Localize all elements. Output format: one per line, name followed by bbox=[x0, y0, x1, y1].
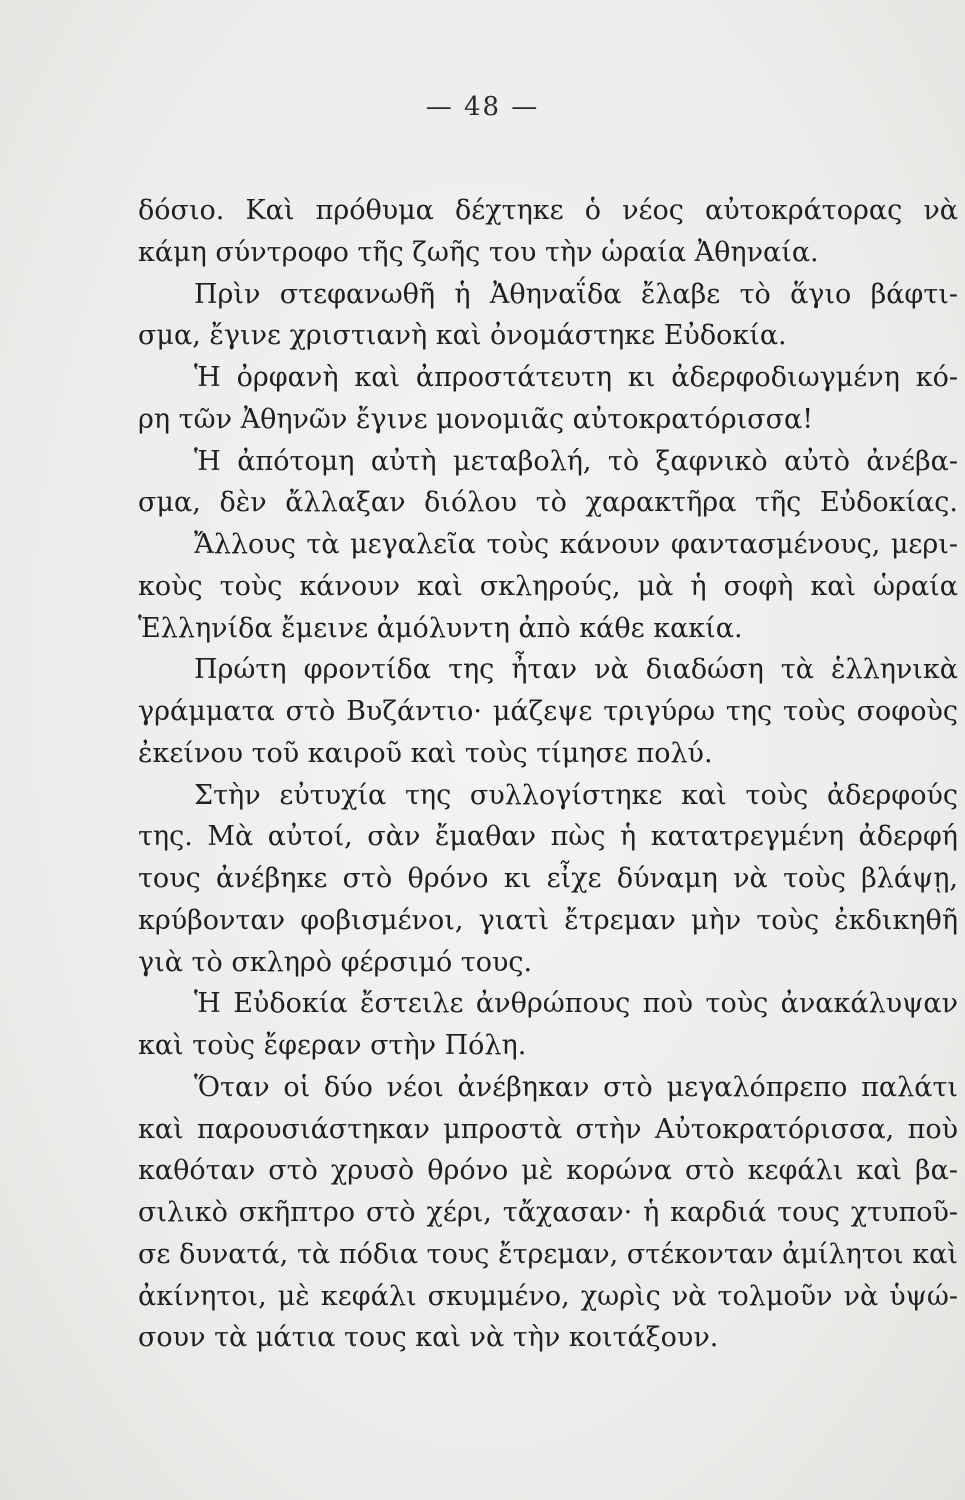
text-line: ἐκείνου τοῦ καιροῦ καὶ τοὺς τίμησε πολύ. bbox=[138, 737, 713, 769]
text-line: Ἡ Εὐδοκία ἔστειλε ἀνθρώπους ποὺ τοὺς ἀνακάλυψαν bbox=[194, 988, 958, 1020]
text-line: κοὺς τοὺς κάνουν καὶ σκληρούς, μὰ ἡ σοφὴ καὶ ὡραία bbox=[138, 570, 958, 602]
text-line: Πρὶν στεφανωθῆ ἡ Ἀθηναΐδα ἔλαβε τὸ ἅγιο βάφτι- bbox=[194, 278, 958, 310]
text-line: Ἡ ἀπότομη αὐτὴ μεταβολή, τὸ ξαφνικὸ αὐτὸ ἀνέβα- bbox=[194, 445, 958, 477]
text-line: Ἡ ὀρφανὴ καὶ ἀπροστάτευτη κι ἀδερφοδιωγμένη κό- bbox=[194, 362, 958, 393]
text-line: Ἄλλους τὰ μεγαλεῖα τοὺς κάνουν φαντασμένους, μερι- bbox=[194, 529, 958, 560]
text-line: κρύβονταν φοβισμένοι, γιατὶ ἔτρεμαν μὴν τοὺς ἐκδικηθῆ bbox=[138, 904, 958, 936]
text-line: της. Μὰ αὐτοί, σὰν ἔμαθαν πὼς ἡ κατατρεγμένη ἀδερφή bbox=[138, 821, 958, 853]
text-line: Στὴν εὐτυχία της συλλογίστηκε καὶ τοὺς ἀδερφούς bbox=[194, 779, 958, 811]
text-line: γράμματα στὸ Βυζάντιο· μάζεψε τριγύρω της τοὺς σοφοὺς bbox=[138, 696, 958, 727]
text-line: σμα, δὲν ἄλλαξαν διόλου τὸ χαρακτῆρα τῆς Εὐδοκίας. bbox=[138, 487, 958, 519]
body-text bbox=[138, 190, 958, 1359]
text-line: σιλικὸ σκῆπτρο στὸ χέρι, τἄχασαν· ἡ καρδιά τους χτυποῦ- bbox=[138, 1197, 958, 1228]
text-line: κάμη σύντροφο τῆς ζωῆς του τὴν ὡραία Ἀθηναία. bbox=[138, 236, 819, 268]
text-line: σε δυνατά, τὰ πόδια τους ἔτρεμαν, στέκονταν ἀμίλητοι καὶ bbox=[138, 1238, 958, 1270]
text-line: σουν τὰ μάτια τους καὶ νὰ τὴν κοιτάξουν. bbox=[138, 1322, 719, 1354]
text-line: δόσιο. Καὶ πρόθυμα δέχτηκε ὁ νέος αὐτοκράτορας νὰ bbox=[138, 195, 958, 226]
page-number: — 48 — bbox=[425, 92, 540, 122]
text-line: ἀκίνητοι, μὲ κεφάλι σκυμμένο, χωρὶς νὰ τολμοῦν νὰ ὑψώ- bbox=[138, 1280, 958, 1312]
text-line: Ἑλληνίδα ἔμεινε ἀμόλυντη ἀπὸ κάθε κακία. bbox=[138, 612, 743, 644]
text-line: καὶ τοὺς ἔφεραν στὴν Πόλη. bbox=[138, 1030, 527, 1061]
text-line: καὶ παρουσιάστηκαν μπροστὰ στὴν Αὐτοκρατόρισσα, ποὺ bbox=[138, 1113, 958, 1145]
text-line: καθόταν στὸ χρυσὸ θρόνο μὲ κορώνα στὸ κεφάλι καὶ βα- bbox=[138, 1155, 958, 1187]
text-line: σμα, ἔγινε χριστιανὴ καὶ ὀνομάστηκε Εὐδοκία. bbox=[138, 320, 787, 352]
text-line: Ὅταν οἱ δύο νέοι ἀνέβηκαν στὸ μεγαλόπρεπο παλάτι bbox=[194, 1071, 958, 1103]
text-line: γιὰ τὸ σκληρὸ φέρσιμό τους. bbox=[138, 946, 533, 978]
text-line: τους ἀνέβηκε στὸ θρόνο κι εἶχε δύναμη νὰ τοὺς βλάψῃ, bbox=[138, 863, 958, 894]
text-line: ρη τῶν Ἀθηνῶν ἔγινε μονομιᾶς αὐτοκρατόρισσα! bbox=[138, 403, 814, 435]
text-line: Πρώτη φροντίδα της ἦταν νὰ διαδώση τὰ ἑλληνικὰ bbox=[194, 654, 958, 686]
